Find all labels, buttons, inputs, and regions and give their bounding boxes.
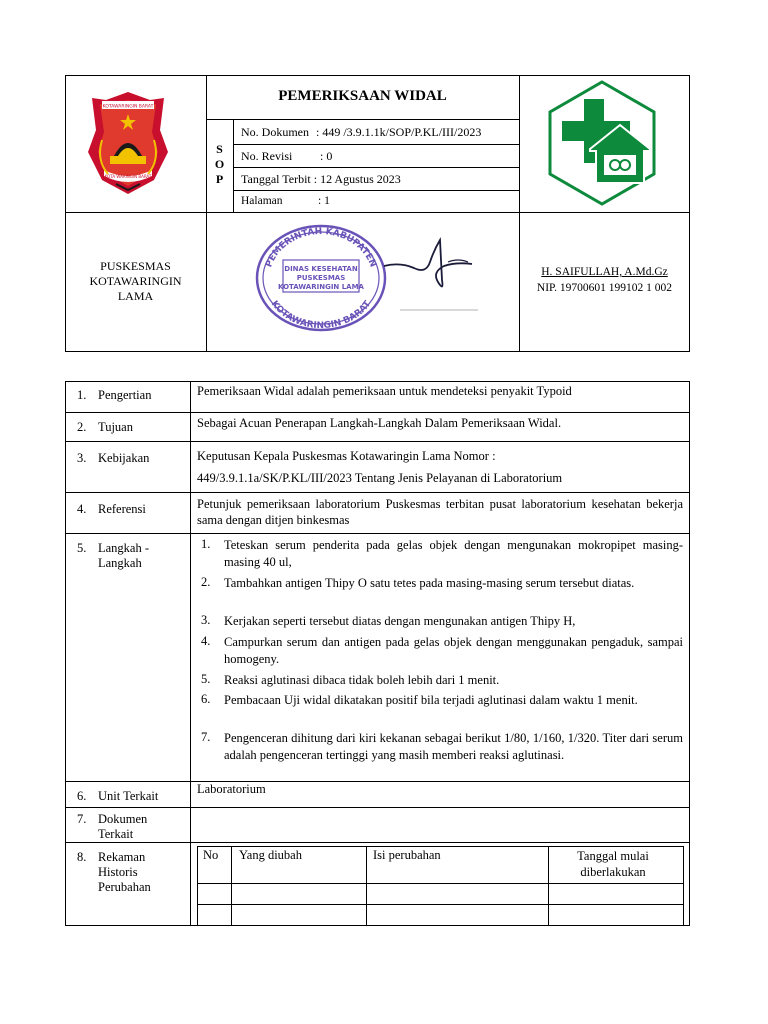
history-header-no: No bbox=[203, 848, 219, 862]
stamp-outer-bottom: KOTAWARINGIN BARAT bbox=[268, 299, 374, 332]
step-7-text: Pengenceran dihitung dari kiri kekanan sebagai berikut 1/80, 1/160, 1/320. Titer dari serum adalah pengenceran tertinggi yang masih memberi reaksi aglutinasi. bbox=[224, 731, 683, 762]
row-8-label-1: Rekaman bbox=[98, 850, 146, 864]
logo-top-text: KOTAWARINGIN BARAT bbox=[102, 104, 154, 110]
row-6-label: Unit Terkait bbox=[98, 789, 159, 803]
step-4-text: Campurkan serum dan antigen pada gelas objek dengan menggunakan pengaduk, sampai homogeny. bbox=[224, 635, 683, 666]
doc-number-value: : 449 /3.9.1.1k/SOP/P.KL/III/2023 bbox=[316, 125, 482, 139]
org-line-1: PUSKESMAS bbox=[100, 259, 171, 273]
stamp-inner-2: PUSKESMAS bbox=[296, 274, 346, 282]
revision-value: : 0 bbox=[320, 149, 333, 163]
svg-text:KOTAWARINGIN BARAT bbox=[269, 299, 374, 332]
row-3-content-1: Keputusan Kepala Puskesmas Kotawaringin Lama Nomor : bbox=[197, 449, 496, 463]
row-3-content-2: 449/3.9.1.1a/SK/P.KL/III/2023 Tentang Jenis Pelayanan di Laboratorium bbox=[197, 471, 563, 485]
history-header-changed: Yang diubah bbox=[239, 848, 302, 862]
row-2-label: Tujuan bbox=[98, 420, 133, 434]
step-1-number: 1. bbox=[201, 537, 211, 551]
revision-label: No. Revisi bbox=[241, 149, 293, 163]
row-4-label: Referensi bbox=[98, 502, 146, 516]
regional-logo bbox=[88, 90, 168, 196]
page-label: Halaman bbox=[241, 195, 283, 207]
row-8-label bbox=[98, 850, 151, 895]
org-name bbox=[65, 259, 206, 304]
row-5-label-2: Langkah bbox=[98, 556, 142, 570]
step-7-number: 7. bbox=[201, 730, 211, 744]
issue-date: Tanggal Terbit : 12 Agustus 2023 bbox=[241, 172, 401, 186]
row-4-no: 4. bbox=[77, 502, 87, 516]
row-2-no: 2. bbox=[77, 420, 87, 434]
official-stamp bbox=[253, 222, 388, 334]
step-5-number: 5. bbox=[201, 672, 211, 686]
step-4-number: 4. bbox=[201, 634, 211, 648]
signer-nip: NIP. 19700601 199102 1 002 bbox=[536, 282, 673, 294]
step-3-text: Kerjakan seperti tersebut diatas dengan mengunakan antigen Thipy H, bbox=[224, 614, 576, 628]
row-5-no: 5. bbox=[77, 541, 87, 555]
row-3-label: Kebijakan bbox=[98, 451, 150, 465]
row-7-label bbox=[98, 812, 147, 842]
sop-letter-o: O bbox=[214, 157, 225, 171]
row-7-label-2: Terkait bbox=[98, 827, 134, 841]
row-6-content: Laboratorium bbox=[197, 782, 266, 796]
row-8-no: 8. bbox=[77, 850, 87, 864]
row-7-label-1: Dokumen bbox=[98, 812, 148, 826]
org-line-2: KOTAWARINGIN bbox=[89, 274, 182, 288]
page-value: : 1 bbox=[318, 195, 330, 207]
row-1-label: Pengertian bbox=[98, 388, 152, 402]
stamp-inner-1: DINAS KESEHATAN bbox=[284, 265, 358, 273]
stamp-inner-3: KOTAWARINGIN LAMA bbox=[278, 283, 364, 291]
step-5-text: Reaksi aglutinasi dibaca tidak boleh lebih dari 1 menit. bbox=[224, 673, 500, 687]
row-2-content: Sebagai Acuan Penerapan Langkah-Langkah Dalam Pemeriksaan Widal. bbox=[197, 416, 562, 430]
step-6-text: Pembacaan Uji widal dikatakan positif bila terjadi aglutinasi dalam waktu 1 menit. bbox=[224, 693, 638, 707]
sop-letter-p: P bbox=[215, 172, 224, 186]
row-7-no: 7. bbox=[77, 812, 87, 826]
doc-number-label: No. Dokumen bbox=[241, 125, 309, 139]
org-line-3: LAMA bbox=[117, 289, 154, 303]
puskesmas-logo bbox=[546, 79, 658, 207]
step-1-text: Teteskan serum penderita pada gelas objek dengan mengunakan mokropipet masing-masing 40 ul, bbox=[224, 538, 683, 569]
logo-bottom-text: KOTA WARINGIN BARAT bbox=[104, 174, 152, 179]
row-8-label-3: Perubahan bbox=[98, 880, 151, 894]
page-title: PEMERIKSAAN WIDAL bbox=[278, 88, 447, 104]
step-2-number: 2. bbox=[201, 575, 211, 589]
svg-text:PEMERINTAH KABUPATEN bbox=[264, 227, 377, 269]
step-3-number: 3. bbox=[201, 613, 211, 627]
step-6-number: 6. bbox=[201, 692, 211, 706]
row-6-no: 6. bbox=[77, 789, 87, 803]
signature bbox=[380, 232, 480, 312]
row-5-label-1: Langkah - bbox=[98, 541, 150, 555]
history-header-content: Isi perubahan bbox=[373, 848, 441, 862]
row-1-content: Pemeriksaan Widal adalah pemeriksaan untuk mendeteksi penyakit Typoid bbox=[197, 384, 572, 398]
sop-letter-s: S bbox=[216, 142, 223, 156]
stamp-outer-top: PEMERINTAH KABUPATEN bbox=[264, 226, 378, 269]
row-5-label bbox=[98, 541, 149, 571]
row-3-no: 3. bbox=[77, 451, 87, 465]
row-4-content: Petunjuk pemeriksaan laboratorium Puskesmas terbitan pusat laboratorium kesehatan bekerja sama dengan ditjen binkesmas bbox=[197, 497, 683, 527]
history-header-date: Tanggal mulai diberlakukan bbox=[577, 849, 649, 879]
row-1-no: 1. bbox=[77, 388, 87, 402]
signer-name: H. SAIFULLAH, A.Md.Gz bbox=[541, 266, 668, 278]
step-2-text: Tambahkan antigen Thipy O satu tetes pada masing-masing serum tersebut diatas. bbox=[224, 576, 635, 590]
row-8-label-2: Historis bbox=[98, 865, 138, 879]
